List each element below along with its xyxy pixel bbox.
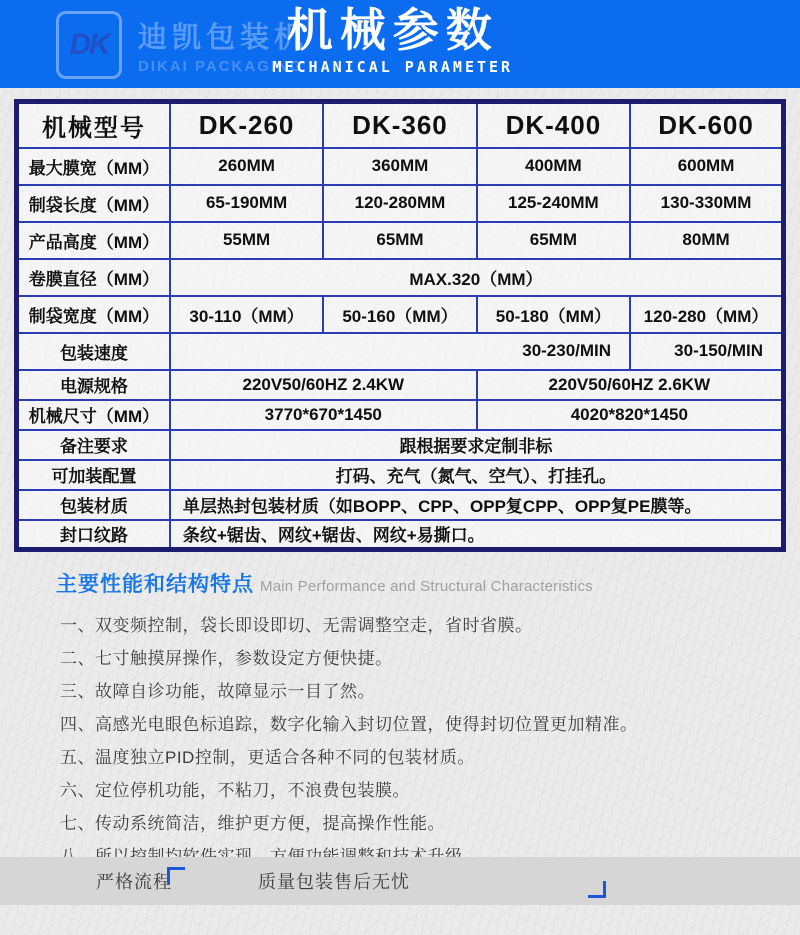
spec-row-label: 制袋宽度（MM） xyxy=(17,296,170,333)
spec-cell: MAX.320（MM） xyxy=(170,259,784,296)
footer-item-aftersale: 售后无忧 xyxy=(334,872,410,892)
spec-header-label: 机械型号 xyxy=(17,102,170,148)
bracket-top-left-icon xyxy=(167,867,185,884)
spec-table xyxy=(14,99,786,552)
page-subtitle: MECHANICAL PARAMETER xyxy=(272,58,514,76)
spec-row-label: 封口纹路 xyxy=(17,520,170,550)
spec-cell: 400MM xyxy=(477,148,630,185)
spec-cell: 3770*670*1450 xyxy=(170,400,477,430)
spec-cell: 120-280MM xyxy=(323,185,476,222)
spec-cell: 220V50/60HZ 2.4KW xyxy=(170,370,477,400)
spec-cell: 单层热封包装材质（如BOPP、CPP、OPP复CPP、OPP复PE膜等。 xyxy=(170,490,784,520)
spec-cell: 120-280（MM） xyxy=(630,296,783,333)
spec-cell: 30-150/MIN xyxy=(630,333,783,370)
spec-row xyxy=(17,222,784,259)
spec-row xyxy=(17,370,784,400)
spec-header-model: DK-260 xyxy=(170,102,323,148)
spec-header-model: DK-400 xyxy=(477,102,630,148)
spec-cell: 260MM xyxy=(170,148,323,185)
feature-item: 五、温度独立PID控制，更适合各种不同的包装材质。 xyxy=(60,748,475,767)
spec-row xyxy=(17,430,784,460)
spec-row-label: 备注要求 xyxy=(17,430,170,460)
feature-item: 二、七寸触摸屏操作，参数设定方便快捷。 xyxy=(60,649,393,668)
spec-cell: 220V50/60HZ 2.6KW xyxy=(477,370,784,400)
spec-cell: 55MM xyxy=(170,222,323,259)
spec-row xyxy=(17,185,784,222)
spec-cell: 125-240MM xyxy=(477,185,630,222)
spec-row-label: 制袋长度（MM） xyxy=(17,185,170,222)
feature-item: 四、高感光电眼色标追踪，数字化输入封切位置，使得封切位置更加精准。 xyxy=(60,715,638,734)
brand-logo-icon xyxy=(56,11,122,79)
spec-row xyxy=(17,148,784,185)
logo-monogram: DK xyxy=(69,28,109,61)
features-heading xyxy=(56,572,756,600)
spec-cell: 30-110（MM） xyxy=(170,296,323,333)
feature-item: 七、传动系统简洁，维护更方便，提高操作性能。 xyxy=(60,814,445,833)
spec-row xyxy=(17,333,784,370)
spec-row xyxy=(17,490,784,520)
spec-row-label: 机械尺寸（MM） xyxy=(17,400,170,430)
footer-band xyxy=(0,857,800,905)
spec-cell: 360MM xyxy=(323,148,476,185)
features-list xyxy=(60,616,756,866)
feature-item: 六、定位停机功能，不粘刀，不浪费包装膜。 xyxy=(60,781,410,800)
spec-row-label: 产品高度（MM） xyxy=(17,222,170,259)
spec-cell: 50-160（MM） xyxy=(323,296,476,333)
spec-table-header-row xyxy=(17,102,784,148)
spec-row-label: 包装速度 xyxy=(17,333,170,370)
features-heading-cn: 主要性能和结构特点 xyxy=(56,573,254,596)
spec-cell: 30-230/MIN xyxy=(170,333,630,370)
spec-row xyxy=(17,520,784,550)
spec-row-label: 卷膜直径（MM） xyxy=(17,259,170,296)
spec-cell: 4020*820*1450 xyxy=(477,400,784,430)
spec-row xyxy=(17,400,784,430)
spec-cell: 65MM xyxy=(323,222,476,259)
spec-cell: 65MM xyxy=(477,222,630,259)
spec-cell: 600MM xyxy=(630,148,783,185)
header-banner xyxy=(0,0,800,88)
spec-row-label: 包装材质 xyxy=(17,490,170,520)
footer-item-quality: 质量包装 xyxy=(258,872,334,892)
spec-row-label: 最大膜宽（MM） xyxy=(17,148,170,185)
brand-name-cn: 迪凯包装机 xyxy=(138,22,309,54)
spec-cell: 80MM xyxy=(630,222,783,259)
spec-cell: 条纹+锯齿、网纹+锯齿、网纹+易撕口。 xyxy=(170,520,784,550)
spec-cell: 130-330MM xyxy=(630,185,783,222)
features-heading-en: Main Performance and Structural Characteristics xyxy=(260,578,593,595)
spec-row-label: 可加装配置 xyxy=(17,460,170,490)
spec-header-model: DK-360 xyxy=(323,102,476,148)
brand-name-en: DIKAI PACKAGING xyxy=(138,58,304,75)
spec-header-model: DK-600 xyxy=(630,102,783,148)
spec-cell: 65-190MM xyxy=(170,185,323,222)
spec-row xyxy=(17,460,784,490)
footer-item-process: 严格流程 xyxy=(96,872,172,892)
feature-item: 一、双变频控制，袋长即设即切、无需调整空走，省时省膜。 xyxy=(60,616,533,635)
title-block xyxy=(272,4,513,76)
bracket-bottom-right-icon xyxy=(588,881,606,898)
page-title: 机械参数 xyxy=(286,4,499,56)
spec-row-label: 电源规格 xyxy=(17,370,170,400)
spec-cell: 跟根据要求定制非标 xyxy=(170,430,784,460)
brand-logo xyxy=(56,11,308,79)
spec-cell: 50-180（MM） xyxy=(477,296,630,333)
feature-item: 三、故障自诊功能，故障显示一目了然。 xyxy=(60,682,375,701)
spec-cell: 打码、充气（氮气、空气）、打挂孔。 xyxy=(170,460,784,490)
spec-row xyxy=(17,296,784,333)
features-section xyxy=(56,572,756,880)
spec-row xyxy=(17,259,784,296)
